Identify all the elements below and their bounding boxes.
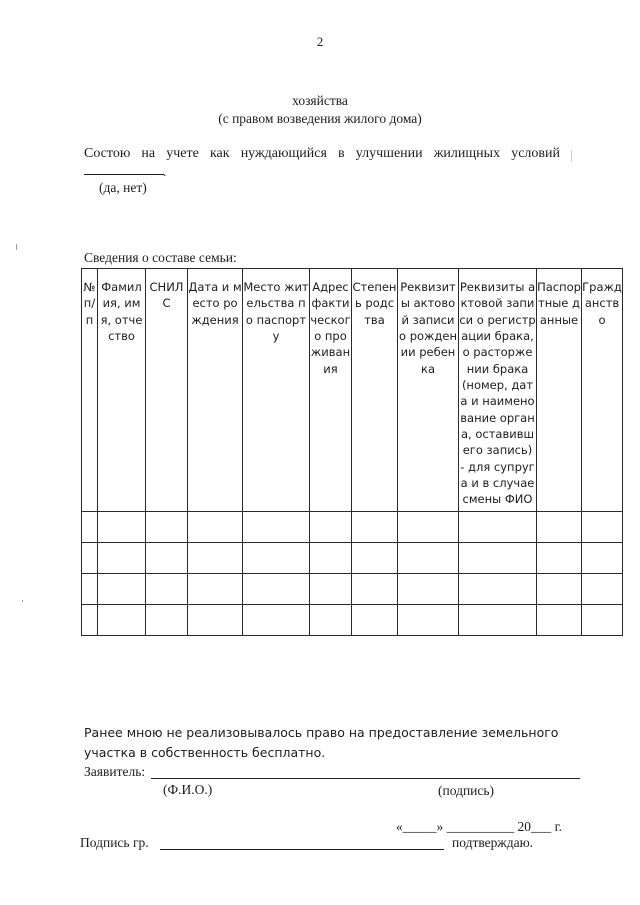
table-cell[interactable] <box>582 511 623 542</box>
table-cell[interactable] <box>188 604 243 635</box>
column-header-marriage-record: Реквизиты актовой записи о регистрации брака, о расторжении брака (номер, дата и наименование органа, оставившего запись) - для супруга и в случае смены ФИО <box>459 269 537 512</box>
housing-queue-statement: Состою на учете как нуждающийся в улучшении жилищных условий <box>84 146 560 161</box>
column-header-birth: Дата и место рождения <box>188 269 243 512</box>
column-header-snils: СНИЛС <box>146 269 188 512</box>
table-cell[interactable] <box>310 573 352 604</box>
table-row <box>82 573 623 604</box>
applicant-signature-line[interactable] <box>151 778 580 779</box>
table-cell[interactable] <box>398 511 459 542</box>
scan-speck <box>571 150 572 162</box>
table-cell[interactable] <box>188 511 243 542</box>
table-cell[interactable] <box>582 573 623 604</box>
table-cell[interactable] <box>537 573 582 604</box>
table-cell[interactable] <box>398 573 459 604</box>
table-cell[interactable] <box>352 511 398 542</box>
table-row <box>82 604 623 635</box>
column-header-passport-residence: Место жительства по паспорту <box>243 269 310 512</box>
signature-caption: (подпись) <box>438 783 495 798</box>
table-cell[interactable] <box>537 542 582 573</box>
table-cell[interactable] <box>146 573 188 604</box>
table-cell[interactable] <box>310 604 352 635</box>
column-header-number: № п/п <box>82 269 98 512</box>
column-header-citizenship: Гражданство <box>582 269 623 512</box>
column-header-passport: Паспортные данные <box>537 269 582 512</box>
table-cell[interactable] <box>310 511 352 542</box>
table-cell[interactable] <box>398 542 459 573</box>
table-cell[interactable] <box>243 542 310 573</box>
title-line-2: (с правом возведения жилого дома) <box>218 111 422 126</box>
table-cell[interactable] <box>582 604 623 635</box>
land-statement: Ранее мною не реализовывалось право на предоставление земельного участка в собственность бесплатно. <box>84 725 559 760</box>
table-cell[interactable] <box>459 511 537 542</box>
table-cell[interactable] <box>352 604 398 635</box>
table-cell[interactable] <box>310 542 352 573</box>
family-table-header <box>82 269 623 512</box>
table-cell[interactable] <box>398 604 459 635</box>
table-cell[interactable] <box>188 542 243 573</box>
family-table <box>81 268 623 636</box>
table-cell[interactable] <box>243 573 310 604</box>
table-row <box>82 542 623 573</box>
table-cell[interactable] <box>98 542 146 573</box>
scan-speck <box>22 600 23 602</box>
table-cell[interactable] <box>146 542 188 573</box>
date-line[interactable]: «_____» __________ 20___ г. <box>396 819 563 834</box>
table-cell[interactable] <box>537 604 582 635</box>
table-row <box>82 511 623 542</box>
table-cell[interactable] <box>98 511 146 542</box>
table-cell[interactable] <box>582 542 623 573</box>
table-cell[interactable] <box>459 573 537 604</box>
table-cell[interactable] <box>243 511 310 542</box>
housing-queue-options: (да, нет) <box>99 180 147 195</box>
column-header-fullname: Фамилия, имя, отчество <box>98 269 146 512</box>
confirmation-prefix: Подпись гр. <box>80 835 149 850</box>
table-cell[interactable] <box>459 542 537 573</box>
table-cell[interactable] <box>98 573 146 604</box>
family-heading: Сведения о составе семьи: <box>84 250 237 265</box>
fio-caption: (Ф.И.О.) <box>163 782 213 797</box>
scan-speck <box>16 244 17 250</box>
table-cell[interactable] <box>243 604 310 635</box>
table-cell[interactable] <box>82 604 98 635</box>
column-header-actual-address: Адрес фактического проживания <box>310 269 352 512</box>
confirmation-suffix: подтверждаю. <box>452 835 534 850</box>
table-cell[interactable] <box>352 542 398 573</box>
table-cell[interactable] <box>82 573 98 604</box>
page-number: 2 <box>316 34 324 49</box>
table-cell[interactable] <box>146 604 188 635</box>
housing-queue-dot: . <box>163 164 167 179</box>
table-cell[interactable] <box>537 511 582 542</box>
applicant-label: Заявитель: <box>84 764 146 779</box>
title-line-1: хозяйства <box>292 93 348 108</box>
table-cell[interactable] <box>82 542 98 573</box>
table-cell[interactable] <box>146 511 188 542</box>
confirmation-line[interactable] <box>160 849 444 850</box>
column-header-birth-record: Реквизиты актовой записи о рождении ребенка <box>398 269 459 512</box>
table-cell[interactable] <box>352 573 398 604</box>
table-cell[interactable] <box>98 604 146 635</box>
column-header-kinship: Степень родства <box>352 269 398 512</box>
table-cell[interactable] <box>459 604 537 635</box>
table-cell[interactable] <box>188 573 243 604</box>
table-cell[interactable] <box>82 511 98 542</box>
housing-queue-answer-line[interactable] <box>84 164 164 175</box>
